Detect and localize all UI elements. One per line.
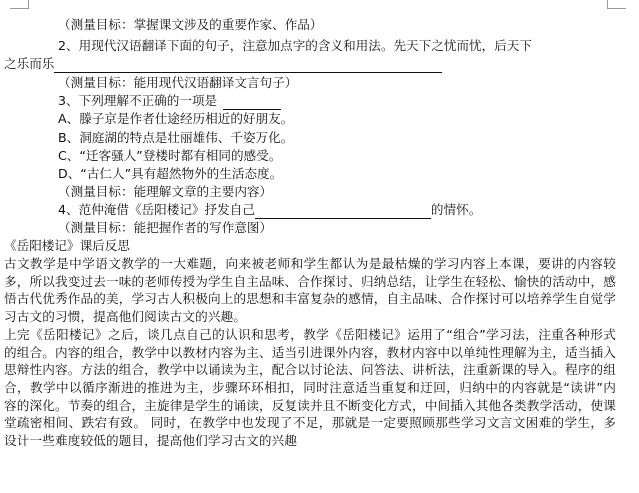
reflection-paragraph-2: 上完《岳阳楼记》之后，谈几点自己的认识和思考，教学《岳阳楼记》运用了“组合”学习法，注重各种形式的组合。内容的组合，教学中以教材内容为主、适当引进课外内容，教材内容中以单纯性理解为主，适当插入思辩性内容。方法的组合，教学中以诵读为主，配合以讨论法、问答法、讲析法，注重新课的导入。程序的组合，教学中以循序渐进的推进为主，步骤环环相扣，同时注意适当重复和迂回，归纳中的内容就是“读讲”内容的深化。节奏的组合，主旋律是学生的诵读，反复读并且不断变化方式，中间插入其他各类教学活动，使课堂疏密相间、跌宕有致。 同时，在教学中也发现了不足，那就是一定要照顾那些学习文言文困难的学生，多设计一些难度较低的题目，提高他们学习古文的兴趣 (4, 326, 616, 449)
page-corner-mark-left (10, 0, 29, 9)
option-c: C、“迁客骚人”登楼时都有相同的感受。 (58, 148, 282, 163)
question-2-text-tail: 之乐而乐 (4, 56, 55, 71)
goal-line-4: （测量目标：能把握作者的写作意图） (58, 220, 273, 235)
question-3 (58, 92, 281, 110)
question-2-line-2 (4, 55, 442, 73)
reflection-body (4, 255, 616, 450)
question-2-line-1: 2、用现代汉语翻译下面的句子，注意加点字的含义和用法。先天下之忧而忧，后天下 (58, 38, 532, 53)
answer-blank-3[interactable] (223, 96, 281, 110)
option-a: A、滕子京是作者仕途经历相近的好朋友。 (58, 111, 294, 126)
goal-line-2: （测量目标：能用现代汉语翻译文言句子） (58, 75, 298, 90)
goal-line-1: （测量目标：掌握课文涉及的重要作家、作品） (58, 17, 323, 32)
question-4 (58, 201, 481, 219)
reflection-paragraph-1: 古文教学是中学语文教学的一大难题，向来被老师和学生都认为是最枯燥的学习内容上本课，要讲的内容较多，所以我变过去一味的老师传授为学生自主品味、合作探讨、归纳总结，让学生在轻松、愉快的活动中，感悟古代优秀作品的美，学习古人积极向上的思想和丰富复杂的感情，自主品味、合作探讨可以培养学生自觉学习古文的习惯，提高他们阅读古文的兴趣。 (4, 256, 616, 325)
answer-blank-2[interactable] (54, 59, 442, 73)
reflection-title: 《岳阳楼记》课后反思 (4, 238, 130, 253)
goal-line-3: （测量目标：能理解文章的主要内容） (58, 184, 273, 199)
option-b: B、洞庭湖的特点是壮丽雄伟、千姿万化。 (58, 130, 294, 145)
option-d: D、“古仁人”具有超然物外的生活态度。 (58, 166, 283, 181)
answer-blank-4[interactable] (255, 205, 431, 219)
question-4-text: 4、范仲淹借《岳阳楼记》抒发自己 (58, 202, 255, 217)
page-corner-mark-right (607, 0, 626, 9)
question-3-text: 3、下列理解不正确的一项是 (58, 93, 218, 108)
question-4-tail: 的情怀。 (430, 202, 482, 217)
